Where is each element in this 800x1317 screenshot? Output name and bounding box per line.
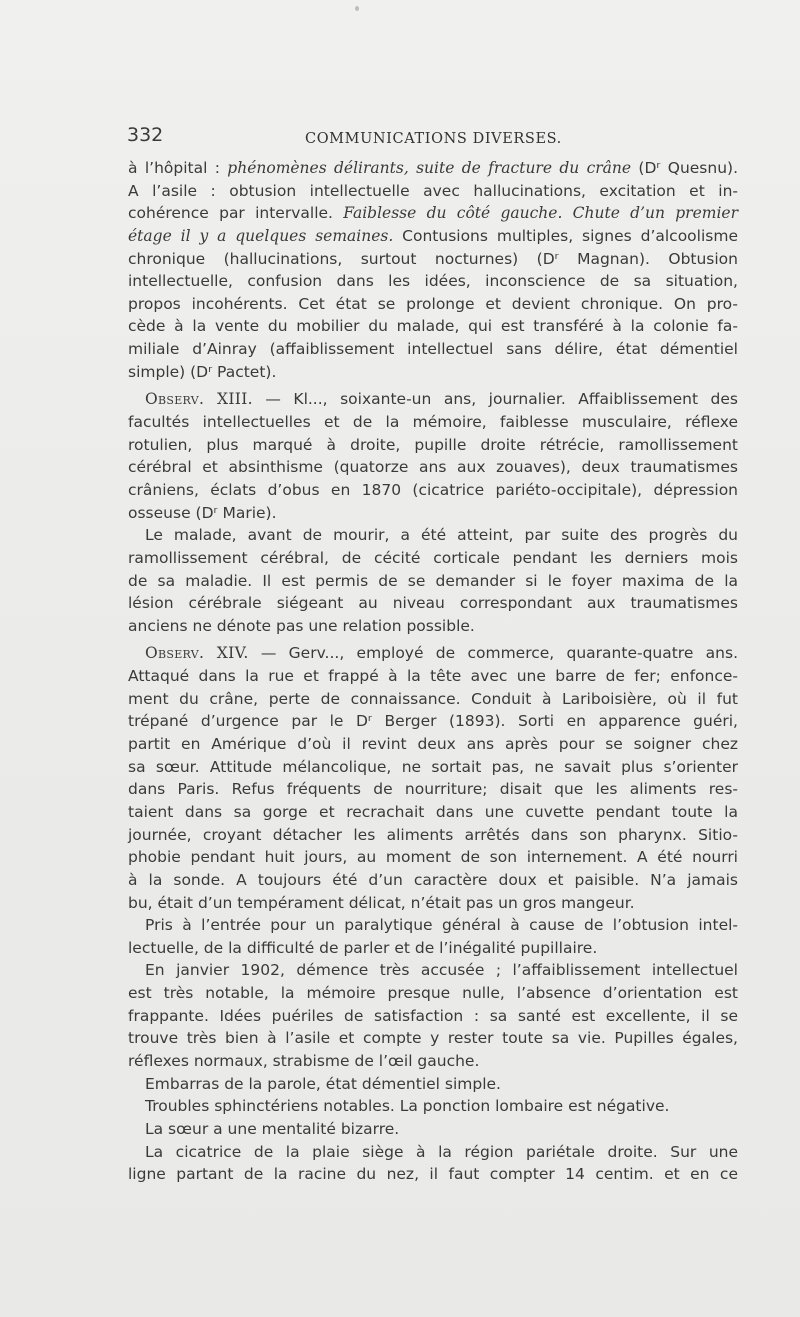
running-head: COMMUNICATIONS DIVERSES. [305, 131, 562, 147]
text-run: lésion cérébrale siégeant au niveau correspondant aux traumatismes [128, 594, 738, 613]
text-run: chronique (hallucinations, surtout nocturnes) (Dʳ Magnan). Obtusion [128, 249, 738, 268]
text-line [128, 1073, 738, 1096]
page-number: 332 [127, 124, 164, 146]
text-run: simple) (Dʳ Pactet). [128, 362, 277, 381]
text-line [128, 411, 738, 434]
text-line [128, 180, 738, 203]
text-line [128, 710, 738, 733]
text-line [128, 1118, 738, 1141]
text-run: miliale d’Ainray (affaiblissement intellectuel sans délire, état démentiel [128, 340, 738, 359]
paragraph [128, 388, 738, 524]
text-run: Le malade, avant de mourir, a été atteint, par suite des progrès du [145, 526, 738, 545]
text-line [128, 338, 738, 361]
text-line [128, 1095, 738, 1118]
text-run: dans Paris. Refus fréquents de nourriture; disait que les aliments res- [128, 780, 738, 799]
text-line [128, 937, 738, 960]
text-line [128, 248, 738, 271]
text-run: trouve très bien à l’asile et compte y rester toute sa vie. Pupilles égales, [128, 1029, 738, 1048]
text-line [128, 1005, 738, 1028]
italic-run: Faiblesse du côté gauche. Chute d’un premier [343, 204, 739, 223]
text-run: cohérence par intervalle. [128, 204, 344, 223]
paragraph [128, 914, 738, 959]
text-run: Contusions multiples, signes d’alcoolisme [393, 226, 738, 245]
text-line [128, 570, 738, 593]
text-line [128, 756, 738, 779]
text-line [128, 157, 738, 180]
text-line [128, 388, 738, 411]
text-run: lectuelle, de la difficulté de parler et de l’inégalité pupillaire. [128, 938, 598, 957]
page-header [127, 124, 739, 154]
paragraph [128, 642, 738, 914]
text-run: La sœur a une mentalité bizarre. [145, 1119, 400, 1138]
text-run: Troubles sphinctériens notables. La ponction lombaire est négative. [145, 1097, 670, 1116]
text-line [128, 434, 738, 457]
text-line [128, 615, 738, 638]
text-line [128, 202, 738, 225]
text-run: trépané d’urgence par le Dʳ Berger (1893). Sorti en apparence guéri, [128, 712, 738, 731]
text-run: intellectuelle, confusion dans les idées, inconscience de sa situation, [128, 272, 738, 291]
text-run: Attaqué dans la rue et frappé à la tête avec une barre de fer; enfonce- [128, 667, 738, 686]
text-line [128, 688, 738, 711]
text-run: cède à la vente du mobilier du malade, qui est transféré à la colonie fa- [128, 317, 738, 336]
text-line [128, 1163, 738, 1186]
paragraph [128, 157, 738, 383]
paragraph [128, 524, 738, 637]
text-run: propos incohérents. Cet état se prolonge et devient chronique. On pro- [128, 294, 738, 313]
text-run: taient dans sa gorge et recrachait dans une cuvette pendant toute la [128, 802, 738, 821]
italic-run: phénomènes délirants, suite de fracture du crâne [227, 159, 632, 177]
text-line [128, 361, 738, 384]
paragraph [128, 1118, 738, 1141]
text-line [128, 524, 738, 547]
text-line [128, 982, 738, 1005]
text-run: à l’hôpital : [128, 159, 228, 177]
text-run: Pris à l’entrée pour un paralytique général à cause de l’obtusion intel- [145, 916, 738, 935]
text-run: En janvier 1902, démence très accusée ; l’affaiblissement intellectuel [145, 961, 738, 980]
text-line [128, 547, 738, 570]
text-run: phobie pendant huit jours, au moment de son internement. A été nourri [128, 848, 738, 867]
text-run: réflexes normaux, strabisme de l’œil gauche. [128, 1051, 480, 1070]
text-run: — Kl..., soixante-un ans, journalier. Affaiblissement des [252, 390, 738, 409]
paragraph [128, 1095, 738, 1118]
text-run: bu, était d’un tempérament délicat, n’était pas un gros mangeur. [128, 893, 635, 912]
page-body [128, 157, 738, 1186]
text-line [128, 914, 738, 937]
paragraph [128, 1073, 738, 1096]
text-run: rotulien, plus marqué à droite, pupille droite rétrécie, ramollissement [128, 435, 738, 454]
text-line [128, 959, 738, 982]
italic-run: étage il y a quelques semaines. [128, 226, 394, 245]
text-run: à la sonde. A toujours été d’un caractère doux et paisible. N’a jamais [128, 870, 738, 889]
text-line [128, 1141, 738, 1164]
text-line [128, 1027, 738, 1050]
text-line [128, 733, 738, 756]
text-run: A l’asile : obtusion intellectuelle avec hallucinations, excitation et in- [128, 181, 738, 200]
observation-heading: Observ. XIII. [145, 390, 253, 409]
paragraph [128, 959, 738, 1072]
text-run: crâniens, éclats d’obus en 1870 (cicatrice pariéto-occipitale), dépression [128, 480, 738, 499]
text-line [128, 456, 738, 479]
text-run: de sa maladie. Il est permis de se demander si le foyer maxima de la [128, 571, 738, 590]
text-run: La cicatrice de la plaie siège à la région pariétale droite. Sur une [145, 1142, 738, 1161]
text-run: facultés intellectuelles et de la mémoire, faiblesse musculaire, réflexe [128, 413, 738, 432]
observation-heading: Observ. XIV. [145, 644, 249, 663]
text-line [128, 801, 738, 824]
text-line [128, 869, 738, 892]
text-run: (Dʳ Quesnu). [631, 159, 738, 177]
text-run: sa sœur. Attitude mélancolique, ne sortait pas, ne savait plus s’orienter [128, 757, 738, 776]
text-line [128, 824, 738, 847]
text-run: ligne partant de la racine du nez, il faut compter 14 centim. et en ce [128, 1165, 738, 1184]
text-run: cérébral et absinthisme (quatorze ans aux zouaves), deux traumatismes [128, 458, 738, 477]
text-run: osseuse (Dʳ Marie). [128, 503, 277, 522]
text-line [128, 479, 738, 502]
text-line [128, 778, 738, 801]
text-line [128, 665, 738, 688]
text-run: frappante. Idées puériles de satisfaction : sa santé est excellente, il se [128, 1006, 738, 1025]
text-line [128, 270, 738, 293]
text-run: est très notable, la mémoire presque nulle, l’absence d’orientation est [128, 984, 738, 1003]
text-run: partit en Amérique d’où il revint deux ans après pour se soigner chez [128, 735, 738, 754]
text-run: ramollissement cérébral, de cécité corticale pendant les derniers mois [128, 548, 738, 567]
text-line [128, 1050, 738, 1073]
text-line [128, 225, 738, 248]
text-run: anciens ne dénote pas une relation possible. [128, 616, 475, 635]
text-run: — Gerv..., employé de commerce, quarante-quatre ans. [248, 644, 738, 663]
text-line [128, 892, 738, 915]
paragraph [128, 1141, 738, 1186]
text-line [128, 642, 738, 665]
text-line [128, 293, 738, 316]
text-line [128, 592, 738, 615]
paper-speck [355, 6, 359, 11]
text-line [128, 502, 738, 525]
text-line [128, 846, 738, 869]
text-run: Embarras de la parole, état démentiel simple. [145, 1074, 501, 1093]
text-run: journée, croyant détacher les aliments arrêtés dans son pharynx. Sitio- [128, 825, 738, 844]
text-run: ment du crâne, perte de connaissance. Conduit à Lariboisière, où il fut [128, 689, 738, 708]
text-line [128, 315, 738, 338]
